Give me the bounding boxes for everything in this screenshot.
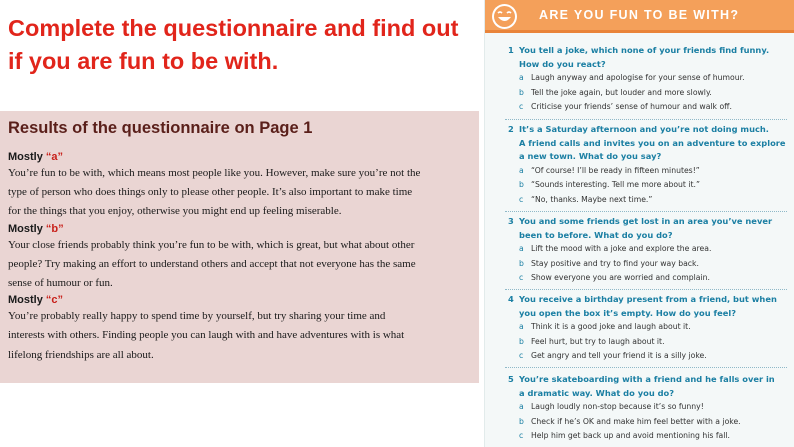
result-section-b [8, 222, 471, 294]
question-heading: 3 You and some friends get lost in an area you’ve never been to before. What do you do? [508, 216, 773, 240]
answer-option: a Laugh loudly non-stop because it’s so funny! [519, 402, 704, 412]
question-number: 1 [508, 45, 514, 55]
mostly-label: Mostly “c” [8, 294, 64, 307]
question-heading: 1 You tell a joke, which none of your friends find funny. How do you react? [508, 45, 770, 69]
answer-option: c Show everyone you are worried and complain. [519, 273, 710, 282]
result-text: for the things that you enjoy, otherwise you might end up feeling miserable. [8, 205, 342, 218]
answer-option: a “Of course! I’ll be ready in fifteen minutes!” [519, 165, 700, 175]
answer-option: a Think it is a good joke and laugh about it. [519, 322, 691, 332]
question-5 [485, 373, 794, 443]
question-3 [485, 215, 794, 285]
answer-option: c Get angry and tell your friend it is a silly joke. [519, 351, 707, 360]
mostly-label: Mostly “b” [8, 222, 64, 235]
answer-option: c Criticise your friends’ sense of humour and walk off. [519, 102, 732, 111]
answer-option: b Stay positive and try to find your way back. [519, 258, 699, 268]
question-number: 5 [508, 374, 514, 384]
question-divider [505, 289, 787, 290]
question-number: 3 [508, 216, 514, 226]
result-text: type of person who does things only to please other people. It’s also important to make time [8, 186, 413, 199]
result-text: interests with others. Finding people you can laugh with and have adventures with is what [8, 329, 405, 342]
answer-option: c “No, thanks. Maybe next time.” [519, 194, 653, 204]
result-text: You’re fun to be with, which means most people like you. However, make sure you’re not the [8, 167, 421, 179]
laughing-face-icon [491, 3, 518, 30]
instruction-line-1: Complete the questionnaire and find out [8, 15, 459, 41]
result-section-a [8, 150, 471, 222]
answer-option: a Lift the mood with a joke and explore the area. [519, 244, 712, 254]
answer-letter: “a” [45, 151, 64, 163]
instruction-line-2: if you are fun to be with. [8, 48, 279, 74]
question-heading: 4 You receive a birthday present from a friend, but when you open the box it’s empty. How do you feel? [508, 294, 777, 318]
question-divider [505, 211, 787, 212]
result-text: Your close friends probably think you’re fun to be with, which is great, but what about other [8, 238, 415, 251]
answer-option: a Laugh anyway and apologise for your sense of humour. [519, 73, 745, 83]
answer-letter: “c” [45, 294, 64, 307]
question-number: 4 [508, 294, 514, 304]
question-divider [505, 367, 787, 368]
result-text: people? Try making an effort to understand others and accept that not everyone has the same [8, 257, 416, 270]
question-heading: 2 It’s a Saturday afternoon and you’re not doing much. A friend calls and invites you on an adventure to explore a new town. What do you say? [508, 124, 786, 162]
results-box [0, 111, 479, 383]
answer-option: b Check if he’s OK and make him feel better with a joke. [519, 416, 741, 426]
answer-letter: “b” [45, 222, 64, 235]
questionnaire-title: ARE YOU FUN TO BE WITH? [539, 8, 740, 22]
mostly-label: Mostly “a” [8, 151, 64, 163]
question-divider [505, 119, 787, 120]
answer-option: c Help him get back up and avoid mentioning his fall. [519, 431, 730, 440]
result-text: You’re probably really happy to spend time by yourself, but try sharing your time and [8, 310, 386, 323]
question-number: 2 [508, 124, 514, 134]
results-title: Results of the questionnaire on Page 1 [8, 119, 313, 137]
result-text: sense of humour or fun. [8, 277, 113, 290]
answer-option: b Feel hurt, but try to laugh about it. [519, 336, 665, 346]
answer-option: b “Sounds interesting. Tell me more about it.” [519, 180, 700, 190]
question-2 [485, 123, 794, 207]
result-text: lifelong friendships are all about. [8, 348, 154, 361]
questionnaire-panel [484, 0, 794, 447]
question-4 [485, 293, 794, 363]
answer-option: b Tell the joke again, but louder and more slowly. [519, 87, 712, 97]
instruction-heading [8, 12, 478, 78]
question-1 [485, 44, 794, 114]
questionnaire-header [485, 0, 794, 33]
question-heading: 5 You’re skateboarding with a friend and he falls over in a dramatic way. What do you do? [508, 374, 775, 398]
result-section-c [8, 293, 471, 365]
